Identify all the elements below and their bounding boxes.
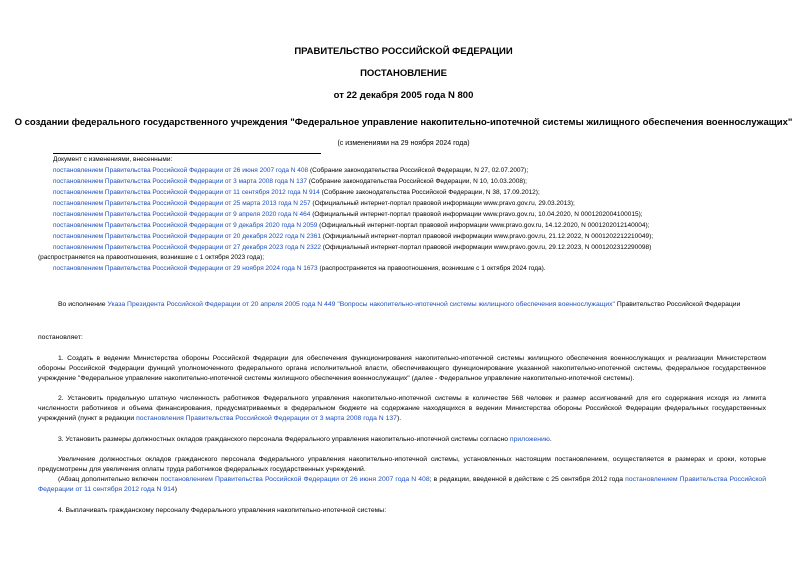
amendment-item	[53, 199, 575, 209]
editorial-note-end: )	[174, 486, 177, 493]
amendment-continuation: (распространяется на правоотношения, возникшие с 1 октября 2023 года);	[38, 254, 265, 261]
amendment-link[interactable]: постановлением Правительства Российской Федерации от 3 марта 2008 года N 137	[53, 178, 307, 185]
decides-text: постановляет:	[38, 334, 83, 341]
point-3-text: 3. Установить размеры должностных окладов гражданского персонала Федерального управления накопительно-ипотечной системы согласно	[58, 436, 510, 443]
preamble-paragraph	[38, 300, 766, 310]
amendment-link[interactable]: постановлением Правительства Российской Федерации от 26 июня 2007 года N 408	[53, 167, 309, 174]
amendment-source: (распространяется на правоотношения, возникшие с 1 октября 2024 года).	[317, 265, 546, 272]
editorial-note-link-1[interactable]: постановлением Правительства Российской Федерации от 26 июня 2007 года N 408	[160, 476, 430, 483]
appendix-link[interactable]: приложению	[509, 436, 550, 443]
amendment-item	[53, 221, 650, 231]
amendment-item	[53, 243, 651, 253]
point-2-paragraph	[38, 394, 766, 424]
amendment-link[interactable]: постановлением Правительства Российской Федерации от 20 декабря 2022 года N 2361	[53, 233, 321, 240]
amendment-link[interactable]: постановлением Правительства Российской Федерации от 9 декабря 2020 года N 2059	[53, 222, 318, 229]
amendment-item	[53, 264, 546, 274]
government-heading: ПРАВИТЕЛЬСТВО РОССИЙСКОЙ ФЕДЕРАЦИИ	[294, 46, 513, 57]
decides-paragraph	[38, 333, 766, 343]
preamble-link[interactable]: Указа Президента Российской Федерации от 20 апреля 2005 года N 449 "Вопросы накопительно-ипотечной системы жилищного обеспечения военнослужащих"	[107, 301, 615, 308]
point-3-paragraph	[38, 435, 766, 445]
point-3-extra-paragraph	[38, 455, 766, 495]
amendment-link[interactable]: постановлением Правительства Российской Федерации от 25 марта 2013 года N 257	[53, 200, 311, 207]
point-1-text: 1. Создать в ведении Министерства обороны Российской Федерации для обеспечения функционирования накопительно-ипотечной системы жилищного обеспечения военнослужащих и реализации Министерством обороны Российской Федерации функций уполномоченного федерального органа исполнительной власти, обеспечивающего функционирование указанной накопительно-ипотечной системы, федеральное государственное учреждение "Федеральное управление накопительно-ипотечной системы жилищного обеспечения военнослужащих" (далее - Федеральное управление накопительно-ипотечной системы).	[38, 355, 766, 382]
document-date: от 22 декабря 2005 года N 800	[333, 90, 474, 101]
point-4-paragraph	[38, 506, 766, 516]
amendment-link[interactable]: постановлением Правительства Российской Федерации от 27 декабря 2023 года N 2322	[53, 244, 321, 251]
amendment-source: (Собрание законодательства Российской Федерации, N 10, 10.03.2008);	[307, 178, 527, 185]
amendment-link[interactable]: постановлением Правительства Российской Федерации от 29 ноября 2024 года N 1673	[53, 265, 318, 272]
amendment-source: (Официальный интернет-портал правовой информации www.pravo.gov.ru, 10.04.2020, N 0001202004100015);	[310, 211, 643, 218]
amendment-item	[53, 188, 540, 198]
point-1-paragraph	[38, 354, 766, 384]
changes-note: (с изменениями на 29 ноября 2024 года)	[337, 140, 470, 147]
amendment-item	[53, 166, 528, 176]
editorial-note-start: (Абзац дополнительно включен	[58, 476, 161, 483]
amendment-item	[53, 210, 643, 220]
preamble-text-end: Правительство Российской Федерации	[614, 301, 741, 308]
point-3-extra-text: Увеличение должностных окладов гражданского персонала Федерального управления накопительно-ипотечной системы, установленных настоящим постановлением, осуществляется в размерах и сроки, которые предусмотрены для увеличения оплаты труда работников федеральных государственных учреждений.	[38, 456, 766, 473]
amendment-source: (Официальный интернет-портал правовой информации www.pravo.gov.ru, 14.12.2020, N 0001202012140004);	[317, 222, 650, 229]
point-3-end: .	[549, 436, 552, 443]
amendment-item	[53, 232, 653, 242]
amendment-source: (Собрание законодательства Российской Федерации, N 27, 02.07.2007);	[308, 167, 529, 174]
point-2-link[interactable]: постановления Правительства Российской Федерации от 3 марта 2008 года N 137	[136, 415, 397, 422]
amendment-source: (Официальный интернет-портал правовой информации www.pravo.gov.ru, 29.03.2013);	[310, 200, 575, 207]
document-title: О создании федерального государственного учреждения "Федеральное управление накопительно-ипотечной системы жилищного обеспечения военнослужащих"	[14, 117, 793, 128]
amendment-source: (Официальный интернет-портал правовой информации www.pravo.gov.ru, 21.12.2022, N 0001202212210049);	[320, 233, 654, 240]
amendment-source: (Собрание законодательства Российской Федерации, N 38, 17.09.2012);	[319, 189, 540, 196]
point-2-end: ).	[396, 415, 402, 422]
amendment-link[interactable]: постановлением Правительства Российской Федерации от 9 апреля 2020 года N 464	[53, 211, 311, 218]
amendment-source: (Официальный интернет-портал правовой информации www.pravo.gov.ru, 29.12.2023, N 0001202312290098)	[320, 244, 652, 251]
document-type-heading: ПОСТАНОВЛЕНИЕ	[360, 68, 447, 79]
amendment-item	[53, 177, 527, 187]
point-4-text: 4. Выплачивать гражданскому персоналу Федерального управления накопительно-ипотечной системы:	[58, 507, 387, 514]
separator-line	[53, 153, 321, 154]
amendment-link[interactable]: постановлением Правительства Российской Федерации от 11 сентября 2012 года N 914	[53, 189, 320, 196]
editorial-note-mid: ; в редакции, введенной в действие с 25 сентября 2012 года	[429, 476, 626, 483]
preamble-text: Во исполнение	[58, 301, 108, 308]
amendments-intro: Документ с изменениями, внесенными:	[53, 156, 173, 163]
point-2-text: 2. Установить предельную штатную численность работников Федерального управления накопительно-ипотечной системы в количестве 568 человек и размер ассигнований для его содержания исходя из лимита численности работников и объема финансирования, предусматриваемых в федеральном бюджете на содержание находящихся в ведении Министерства обороны Российской Федерации федеральных государственных учреждений (пункт в редакции	[38, 395, 766, 422]
editorial-note-link-2[interactable]: постановлением Правительства Российской Федерации от 11 сентября 2012 года N 914	[38, 476, 766, 493]
